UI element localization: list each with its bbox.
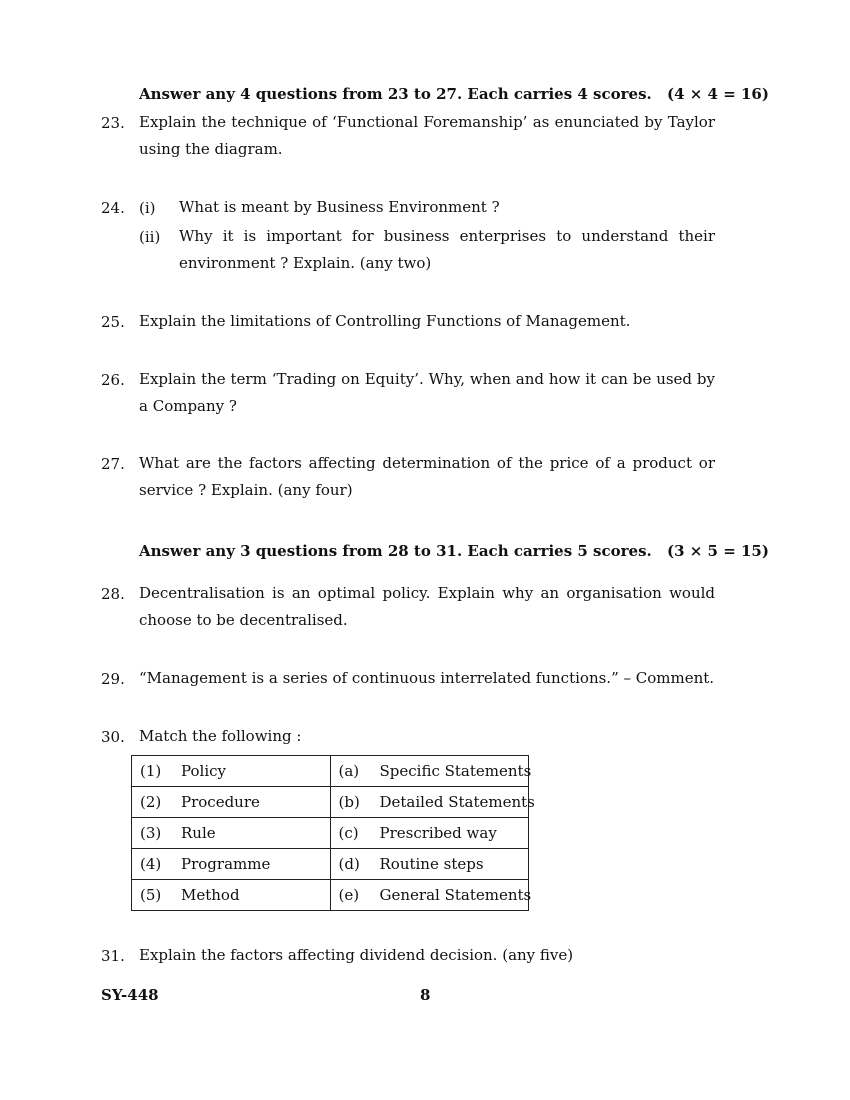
left-cell [132, 787, 331, 818]
right-cell [330, 818, 529, 849]
section-a-instruction: Answer any 4 questions from 23 to 27. Each carries 4 scores. [139, 85, 652, 103]
left-cell [132, 849, 331, 880]
question-25-number: 25. [101, 313, 125, 331]
question-24-ii-text: Why it is important for business enterprises to understand their environment ? Explain. (any two) [179, 227, 715, 272]
right-label: (c) [338, 824, 359, 842]
right-label: (d) [338, 855, 360, 873]
question-24-i-number: (i) [139, 199, 156, 217]
question-29-text: “Management is a series of continuous interrelated functions.” – Comment. [139, 669, 715, 687]
right-term: Specific Statements [379, 762, 532, 780]
question-24-number: 24. [101, 199, 125, 217]
left-term: Method [181, 886, 240, 904]
left-cell [132, 880, 331, 911]
section-a-marks: (4 × 4 = 16) [667, 85, 769, 103]
table-row [132, 787, 529, 818]
right-term: General Statements [379, 886, 532, 904]
question-23-number: 23. [101, 114, 125, 132]
question-27-number: 27. [101, 455, 125, 473]
left-cell [132, 756, 331, 787]
question-24-ii-number: (ii) [139, 228, 161, 246]
question-23-text: Explain the technique of ‘Functional Foremanship’ as enunciated by Taylor using the diagram. [139, 113, 715, 158]
question-25-text: Explain the limitations of Controlling Functions of Management. [139, 312, 631, 330]
question-30-number: 30. [101, 728, 125, 746]
table-row [132, 756, 529, 787]
right-label: (a) [338, 762, 360, 780]
right-cell [330, 880, 532, 911]
question-31-number: 31. [101, 947, 125, 965]
question-26-text: Explain the term ‘Trading on Equity’. Why, when and how it can be used by a Company ? [139, 370, 715, 415]
paper-code: SY-448 [101, 986, 159, 1004]
left-label: (2) [140, 793, 162, 811]
left-label: (1) [140, 762, 162, 780]
left-term: Procedure [181, 793, 260, 811]
left-cell [132, 818, 331, 849]
left-term: Programme [181, 855, 271, 873]
table-row [132, 849, 529, 880]
right-term: Detailed Statements [379, 793, 535, 811]
page-number: 8 [420, 986, 431, 1004]
match-table [131, 755, 535, 911]
right-label: (e) [338, 886, 360, 904]
left-term: Rule [181, 824, 216, 842]
question-31-text: Explain the factors affecting dividend decision. (any five) [139, 946, 574, 964]
question-28-text: Decentralisation is an optimal policy. Explain why an organisation would choose to be decentralised. [139, 584, 715, 629]
right-cell [330, 756, 532, 787]
right-term: Prescribed way [379, 824, 497, 842]
right-label: (b) [338, 793, 360, 811]
left-label: (3) [140, 824, 162, 842]
question-28-number: 28. [101, 585, 125, 603]
left-label: (5) [140, 886, 162, 904]
right-cell [330, 849, 529, 880]
question-24-i-text: What is meant by Business Environment ? [179, 198, 500, 216]
table-row [132, 818, 529, 849]
question-30-text: Match the following : [139, 727, 302, 745]
question-29-number: 29. [101, 670, 125, 688]
question-26-number: 26. [101, 371, 125, 389]
section-b-marks: (3 × 5 = 15) [667, 542, 769, 560]
right-cell [330, 787, 535, 818]
right-term: Routine steps [379, 855, 484, 873]
table-row [132, 880, 529, 911]
section-b-instruction: Answer any 3 questions from 28 to 31. Each carries 5 scores. [139, 542, 652, 560]
question-27-text: What are the factors affecting determination of the price of a product or service ? Explain. (any four) [139, 454, 715, 499]
left-term: Policy [181, 762, 226, 780]
left-label: (4) [140, 855, 162, 873]
